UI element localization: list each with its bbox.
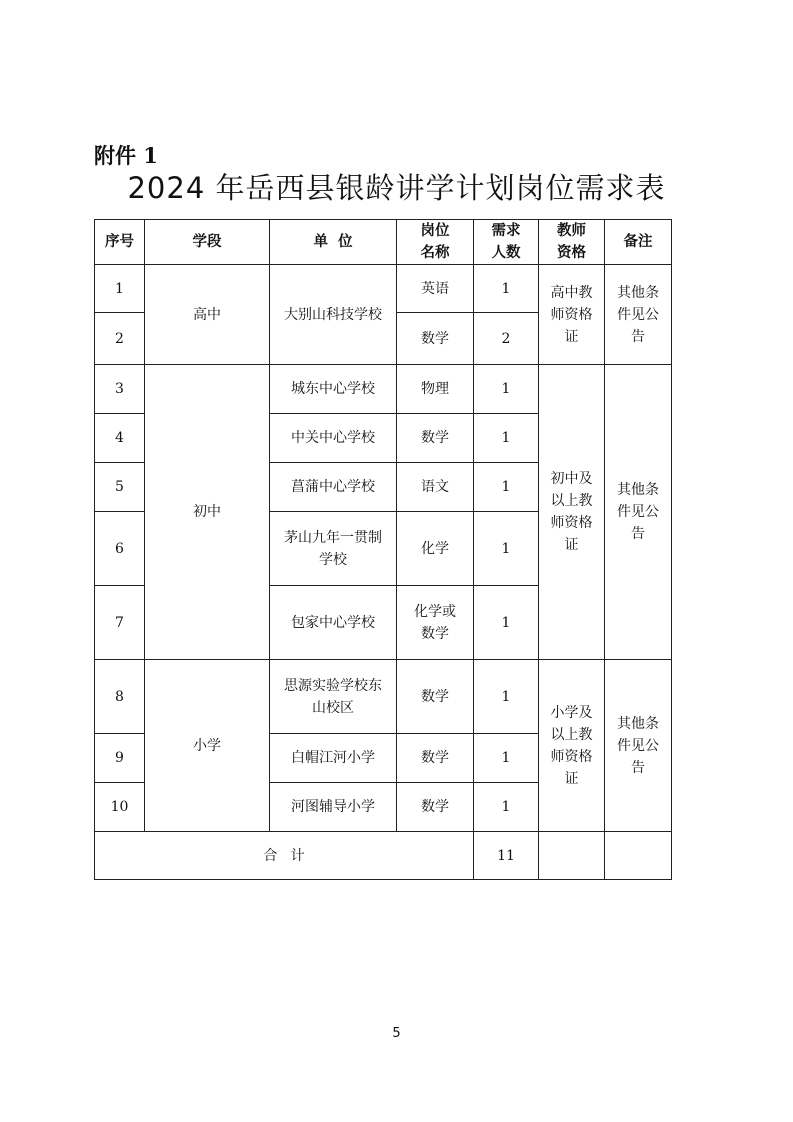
seq-cell: 7 — [95, 586, 145, 660]
stage-cell: 小学 — [145, 660, 270, 832]
header-qualification — [539, 220, 605, 265]
seq-cell: 3 — [95, 365, 145, 414]
header-seq: 序号 — [95, 220, 145, 265]
header-qualification-text: 教师资格 — [557, 223, 586, 261]
position-cell: 英语 — [397, 265, 474, 313]
total-remark-empty — [605, 832, 672, 880]
stage-cell: 初中 — [145, 365, 270, 660]
position-demand-table — [94, 219, 672, 880]
unit-cell: 菖蒲中心学校 — [270, 463, 397, 512]
header-remark: 备注 — [605, 220, 672, 265]
seq-cell: 6 — [95, 512, 145, 586]
stage-cell: 高中 — [145, 265, 270, 365]
header-position-text: 岗位名称 — [420, 223, 450, 261]
count-cell: 1 — [474, 586, 539, 660]
qualification-cell — [539, 660, 605, 832]
position-cell: 数学 — [397, 783, 474, 832]
unit-text: 大别山科技学校 — [284, 306, 382, 323]
position-text: 化学或数学 — [414, 603, 456, 642]
remark-cell — [605, 660, 672, 832]
unit-cell — [270, 512, 397, 586]
page-title: 2024 年岳西县银龄讲学计划岗位需求表 — [127, 171, 666, 205]
remark-cell — [605, 365, 672, 660]
position-cell: 化学 — [397, 512, 474, 586]
position-cell: 数学 — [397, 734, 474, 783]
qualification-cell — [539, 265, 605, 365]
count-cell: 1 — [474, 660, 539, 734]
attachment-label: 附件 1 — [94, 143, 158, 168]
unit-cell: 中关中心学校 — [270, 414, 397, 463]
count-cell: 1 — [474, 463, 539, 512]
unit-cell: 城东中心学校 — [270, 365, 397, 414]
unit-text: 思源实验学校东山校区 — [284, 677, 382, 716]
total-row — [95, 832, 672, 880]
seq-cell: 5 — [95, 463, 145, 512]
page-number: 5 — [392, 1026, 401, 1041]
unit-cell: 包家中心学校 — [270, 586, 397, 660]
seq-cell: 2 — [95, 313, 145, 365]
remark-text: 其他条件见公告 — [617, 715, 659, 776]
table-row — [95, 265, 672, 313]
unit-cell — [270, 660, 397, 734]
header-stage: 学段 — [145, 220, 270, 265]
position-cell: 数学 — [397, 414, 474, 463]
remark-text: 其他条件见公告 — [617, 482, 659, 542]
count-cell: 1 — [474, 414, 539, 463]
total-qualification-empty — [539, 832, 605, 880]
total-label: 合 计 — [95, 832, 474, 880]
seq-cell: 9 — [95, 734, 145, 783]
remark-cell — [605, 265, 672, 365]
unit-cell: 白帽江河小学 — [270, 734, 397, 783]
count-cell: 1 — [474, 265, 539, 313]
qualification-text: 高中教师资格证 — [550, 284, 593, 345]
remark-text: 其他条件见公告 — [617, 284, 659, 345]
header-unit: 单 位 — [270, 220, 397, 265]
count-cell: 1 — [474, 365, 539, 414]
count-cell: 2 — [474, 313, 539, 365]
qualification-text: 小学及以上教师资格证 — [550, 704, 593, 787]
position-cell: 物理 — [397, 365, 474, 414]
table-row — [95, 660, 672, 734]
count-cell: 1 — [474, 512, 539, 586]
seq-cell: 8 — [95, 660, 145, 734]
header-row — [95, 220, 672, 265]
seq-cell: 10 — [95, 783, 145, 832]
unit-cell — [270, 265, 397, 365]
header-position — [397, 220, 474, 265]
count-cell: 1 — [474, 734, 539, 783]
position-cell: 数学 — [397, 660, 474, 734]
position-cell: 语文 — [397, 463, 474, 512]
position-cell — [397, 586, 474, 660]
position-cell: 数学 — [397, 313, 474, 365]
header-count-text: 需求人数 — [491, 223, 521, 261]
seq-cell: 1 — [95, 265, 145, 313]
unit-text: 茅山九年一贯制学校 — [284, 529, 382, 568]
qualification-text: 初中及以上教师资格证 — [550, 471, 593, 553]
unit-cell: 河图辅导小学 — [270, 783, 397, 832]
qualification-cell — [539, 365, 605, 660]
seq-cell: 4 — [95, 414, 145, 463]
count-cell: 1 — [474, 783, 539, 832]
total-count: 11 — [474, 832, 539, 880]
header-count — [474, 220, 539, 265]
table-row — [95, 365, 672, 414]
